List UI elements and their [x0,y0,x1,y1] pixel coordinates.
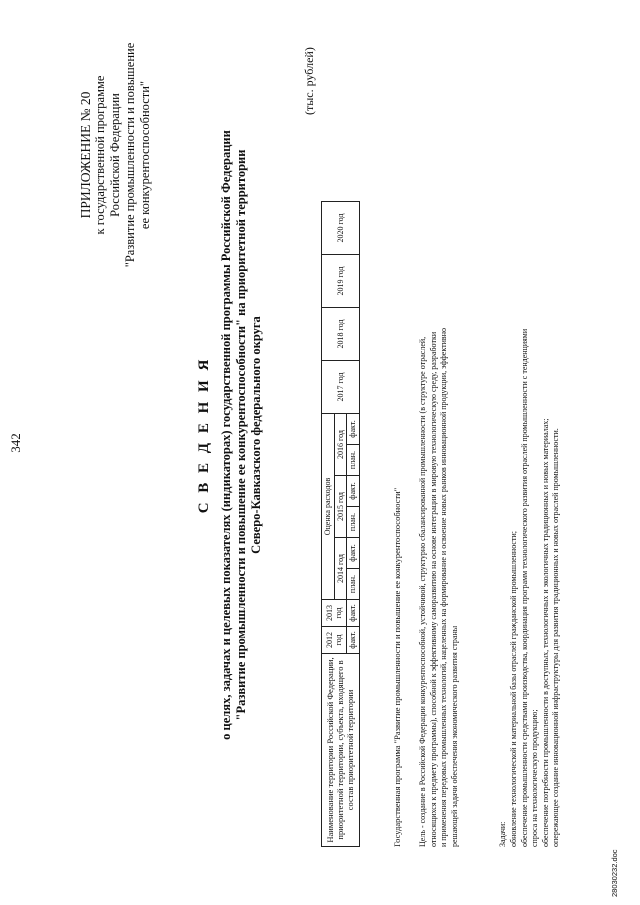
name-column-header: Наименование территории Российской Федерации, приоритетной территории, субъекта, входящего в состав приоритетной территории [322,654,360,847]
estimate-header: Оценка расходов [322,414,335,600]
fact-header: факт. [347,476,360,507]
task-item: обеспечение потребности промышленности в доступных, технологичных и экологичных традиционных и новых материалах; [540,418,550,847]
appendix-line: ее конкурентоспособности" [138,80,152,230]
heading-line: "Развитие промышленности и повышение ее конкурентоспособности" на приоритетной территории [234,149,248,721]
task-item: обновление технологической и материальной базы отраслей гражданской промышленности; [509,531,518,847]
page-number: 342 [8,433,23,453]
heading-line: о целях, задачах и целевых показателях (индикаторах) государственной программы Российской Федерации [219,130,233,740]
year-header: 2013 год [322,600,347,627]
plan-header: план. [347,569,360,600]
tasks-title: Задачи: [498,821,507,847]
heading-line: Северо-Кавказского федерального округа [249,316,263,554]
year-header: 2015 год [334,476,347,538]
year-header: 2016 год [334,414,347,476]
year-header: 2012 год [322,627,347,654]
file-reference: 28030232.doc [610,849,619,897]
units-label: (тыс. рублей) [302,47,316,115]
appendix-line: "Развитие промышленности и повышение [123,42,137,268]
expenses-table [321,201,360,847]
appendix-title: ПРИЛОЖЕНИЕ № 20 [78,91,93,219]
fact-header: факт. [347,600,360,627]
appendix-line: к государственной программе [93,75,107,235]
goal-paragraph: Цель - создание в Российской Федерации конкурентоспособной, устойчивой, структурно сбалансированной промышленности (в структуре отраслей, относящихся к предмету программы), способной к эффективному саморазвитию на основе интеграции в мировую технологическую среду, разработки и применения передовых промышленных технологий, нацеленных на формирование и освоение новых рынков инновационной продукции, эффективно решающей задачи обеспечения экономического развития страны [418,328,459,847]
appendix-block [78,10,153,300]
year-header: 2017 год [322,361,360,414]
fact-header: факт. [347,414,360,445]
fact-header: факт. [347,627,360,654]
task-item: опережающее создание инновационной инфраструктуры для развития традиционных и новых отраслей промышленности. [551,428,560,847]
fact-header: факт. [347,538,360,569]
tasks-list [509,327,562,847]
heading-main: С В Е Д Е Н И Я [196,356,212,514]
year-header: 2020 год [322,202,360,255]
year-header: 2014 год [334,538,347,600]
plan-header: план. [347,507,360,538]
document-heading [196,75,264,795]
appendix-line: Российской Федерации [108,93,122,217]
year-header: 2018 год [322,308,360,361]
year-header: 2019 год [322,255,360,308]
task-item: обеспечение промышленности средствами производства, координация программ технологического развития отраслей промышленности с тенденциями спроса на технологическую продукцию; [519,328,539,847]
plan-header: план. [347,445,360,476]
program-title: Государственная программа "Развитие промышленности и повышение ее конкурентоспособности" [392,487,402,847]
